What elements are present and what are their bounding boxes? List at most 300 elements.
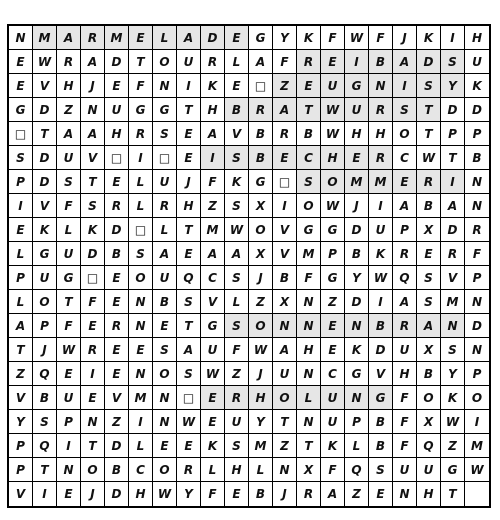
grid-cell[interactable]: P (465, 266, 489, 290)
grid-cell[interactable]: K (345, 338, 369, 362)
grid-cell[interactable]: Z (273, 74, 297, 98)
grid-cell[interactable]: J (81, 74, 105, 98)
grid-cell[interactable]: E (177, 242, 201, 266)
grid-cell[interactable]: E (225, 26, 249, 50)
grid-cell[interactable]: A (201, 122, 225, 146)
grid-cell[interactable]: I (273, 194, 297, 218)
grid-cell[interactable]: O (153, 362, 177, 386)
grid-cell[interactable]: W (153, 482, 177, 506)
grid-cell[interactable]: E (321, 338, 345, 362)
grid-cell[interactable]: G (33, 242, 57, 266)
grid-cell[interactable]: D (105, 434, 129, 458)
grid-cell[interactable]: C (297, 146, 321, 170)
grid-cell[interactable]: S (225, 434, 249, 458)
grid-cell[interactable]: D (33, 146, 57, 170)
grid-cell[interactable]: V (441, 266, 465, 290)
grid-cell[interactable]: L (153, 26, 177, 50)
grid-cell[interactable]: J (273, 482, 297, 506)
grid-cell[interactable]: R (105, 194, 129, 218)
grid-cell[interactable]: A (393, 194, 417, 218)
grid-cell[interactable]: V (81, 146, 105, 170)
grid-cell[interactable]: L (153, 218, 177, 242)
grid-cell[interactable] (465, 482, 489, 506)
grid-cell[interactable]: U (393, 338, 417, 362)
grid-cell[interactable]: V (369, 362, 393, 386)
grid-cell[interactable]: G (369, 386, 393, 410)
grid-cell[interactable]: U (393, 458, 417, 482)
grid-cell[interactable]: A (393, 290, 417, 314)
grid-cell[interactable]: F (393, 434, 417, 458)
grid-cell[interactable]: Z (57, 98, 81, 122)
grid-cell[interactable]: W (465, 458, 489, 482)
grid-cell[interactable]: A (81, 50, 105, 74)
grid-cell[interactable]: N (153, 386, 177, 410)
grid-cell[interactable]: E (105, 338, 129, 362)
grid-cell[interactable]: B (417, 194, 441, 218)
grid-cell[interactable]: U (105, 98, 129, 122)
grid-cell[interactable]: V (273, 218, 297, 242)
grid-cell[interactable]: F (57, 314, 81, 338)
grid-cell[interactable]: R (297, 50, 321, 74)
grid-cell[interactable]: I (465, 410, 489, 434)
grid-cell[interactable]: W (321, 122, 345, 146)
grid-cell[interactable]: U (345, 98, 369, 122)
grid-cell[interactable]: N (81, 98, 105, 122)
grid-cell[interactable]: F (321, 458, 345, 482)
grid-cell[interactable]: N (297, 362, 321, 386)
grid-cell[interactable]: Z (441, 434, 465, 458)
grid-cell[interactable]: S (297, 170, 321, 194)
grid-cell[interactable]: E (105, 266, 129, 290)
grid-cell[interactable]: S (153, 122, 177, 146)
grid-cell[interactable]: W (249, 338, 273, 362)
grid-cell[interactable]: J (345, 194, 369, 218)
grid-cell[interactable]: B (369, 314, 393, 338)
grid-cell[interactable]: J (249, 266, 273, 290)
grid-cell[interactable]: N (9, 26, 33, 50)
grid-cell[interactable]: K (441, 386, 465, 410)
grid-cell[interactable]: D (345, 218, 369, 242)
grid-cell[interactable]: E (177, 146, 201, 170)
grid-cell[interactable]: P (441, 122, 465, 146)
grid-cell[interactable]: T (177, 314, 201, 338)
grid-cell[interactable]: H (129, 482, 153, 506)
grid-cell[interactable]: V (225, 122, 249, 146)
grid-cell[interactable]: A (225, 242, 249, 266)
grid-cell[interactable]: K (297, 26, 321, 50)
grid-cell[interactable]: Z (201, 194, 225, 218)
grid-cell[interactable]: A (177, 338, 201, 362)
grid-cell[interactable]: A (57, 26, 81, 50)
grid-cell[interactable]: C (393, 146, 417, 170)
grid-cell[interactable]: N (369, 74, 393, 98)
grid-cell[interactable]: E (9, 74, 33, 98)
grid-cell[interactable]: G (153, 98, 177, 122)
grid-cell[interactable]: K (201, 74, 225, 98)
grid-cell[interactable]: E (345, 146, 369, 170)
grid-cell[interactable]: U (201, 338, 225, 362)
grid-cell[interactable]: M (441, 290, 465, 314)
grid-cell[interactable]: S (225, 266, 249, 290)
grid-cell[interactable]: N (297, 290, 321, 314)
grid-cell[interactable]: G (321, 218, 345, 242)
grid-cell[interactable]: P (465, 362, 489, 386)
grid-cell[interactable]: H (417, 482, 441, 506)
grid-cell[interactable]: N (129, 314, 153, 338)
grid-cell[interactable]: Z (249, 290, 273, 314)
grid-cell[interactable]: V (273, 242, 297, 266)
grid-cell[interactable]: P (393, 218, 417, 242)
grid-cell[interactable]: I (81, 362, 105, 386)
grid-cell[interactable]: G (249, 26, 273, 50)
grid-cell[interactable]: A (273, 338, 297, 362)
grid-cell[interactable]: K (465, 74, 489, 98)
grid-cell[interactable]: O (297, 194, 321, 218)
grid-cell[interactable]: A (321, 482, 345, 506)
grid-cell[interactable]: F (225, 338, 249, 362)
grid-cell[interactable]: D (441, 98, 465, 122)
grid-cell[interactable]: P (9, 266, 33, 290)
grid-cell[interactable]: Z (273, 434, 297, 458)
grid-cell[interactable]: A (273, 98, 297, 122)
grid-cell[interactable]: B (465, 146, 489, 170)
grid-cell[interactable]: S (225, 146, 249, 170)
grid-cell[interactable]: I (393, 74, 417, 98)
grid-cell[interactable]: E (225, 482, 249, 506)
grid-cell[interactable]: E (105, 290, 129, 314)
grid-cell[interactable]: S (9, 146, 33, 170)
grid-cell[interactable]: C (201, 266, 225, 290)
grid-cell[interactable]: P (9, 458, 33, 482)
grid-cell[interactable]: F (465, 242, 489, 266)
grid-cell[interactable]: T (9, 338, 33, 362)
grid-cell[interactable]: H (201, 98, 225, 122)
grid-cell[interactable]: I (57, 434, 81, 458)
grid-cell[interactable]: J (33, 338, 57, 362)
grid-cell[interactable]: M (297, 242, 321, 266)
grid-cell[interactable]: S (81, 194, 105, 218)
grid-cell[interactable]: Y (441, 74, 465, 98)
grid-cell[interactable]: B (249, 122, 273, 146)
grid-cell[interactable]: P (9, 170, 33, 194)
grid-cell[interactable]: J (177, 170, 201, 194)
grid-cell[interactable]: N (465, 194, 489, 218)
grid-cell[interactable]: N (345, 314, 369, 338)
grid-cell[interactable]: Y (441, 362, 465, 386)
grid-cell[interactable]: I (369, 194, 393, 218)
grid-cell[interactable]: T (129, 50, 153, 74)
grid-cell[interactable]: E (81, 386, 105, 410)
grid-cell[interactable]: T (33, 458, 57, 482)
grid-cell[interactable]: D (465, 314, 489, 338)
grid-cell[interactable]: B (225, 98, 249, 122)
grid-cell[interactable]: H (105, 122, 129, 146)
grid-cell[interactable]: N (153, 410, 177, 434)
grid-cell[interactable]: Q (345, 458, 369, 482)
grid-cell[interactable]: U (33, 266, 57, 290)
grid-cell[interactable]: E (105, 74, 129, 98)
grid-cell[interactable]: O (321, 170, 345, 194)
grid-cell[interactable]: K (321, 434, 345, 458)
grid-cell[interactable]: I (33, 482, 57, 506)
grid-cell[interactable]: S (177, 290, 201, 314)
grid-cell[interactable]: R (81, 338, 105, 362)
grid-cell[interactable]: U (57, 146, 81, 170)
grid-cell[interactable]: W (369, 266, 393, 290)
grid-cell[interactable]: F (57, 194, 81, 218)
grid-cell[interactable]: A (9, 314, 33, 338)
grid-cell[interactable]: I (129, 146, 153, 170)
grid-cell[interactable]: □ (81, 266, 105, 290)
grid-cell[interactable]: L (9, 242, 33, 266)
grid-cell[interactable]: W (321, 98, 345, 122)
grid-cell[interactable]: A (441, 194, 465, 218)
grid-cell[interactable]: E (177, 434, 201, 458)
grid-cell[interactable]: E (9, 50, 33, 74)
grid-cell[interactable]: O (153, 458, 177, 482)
grid-cell[interactable]: N (129, 290, 153, 314)
grid-cell[interactable]: G (201, 314, 225, 338)
grid-cell[interactable]: E (369, 482, 393, 506)
grid-cell[interactable]: O (81, 458, 105, 482)
grid-cell[interactable]: L (297, 386, 321, 410)
grid-cell[interactable]: T (273, 410, 297, 434)
grid-cell[interactable]: V (105, 386, 129, 410)
grid-cell[interactable]: D (105, 50, 129, 74)
grid-cell[interactable]: E (129, 338, 153, 362)
grid-cell[interactable]: D (81, 242, 105, 266)
grid-cell[interactable]: U (369, 218, 393, 242)
grid-cell[interactable]: W (177, 410, 201, 434)
grid-cell[interactable]: Y (345, 266, 369, 290)
grid-cell[interactable]: U (465, 50, 489, 74)
grid-cell[interactable]: B (153, 290, 177, 314)
grid-cell[interactable]: T (417, 98, 441, 122)
grid-cell[interactable]: B (33, 386, 57, 410)
grid-cell[interactable]: J (81, 482, 105, 506)
grid-cell[interactable]: □ (105, 146, 129, 170)
grid-cell[interactable]: F (393, 386, 417, 410)
grid-cell[interactable]: F (369, 26, 393, 50)
grid-cell[interactable]: G (57, 266, 81, 290)
grid-cell[interactable]: J (393, 26, 417, 50)
grid-cell[interactable]: B (297, 122, 321, 146)
grid-cell[interactable]: M (129, 386, 153, 410)
grid-cell[interactable]: Z (321, 290, 345, 314)
grid-cell[interactable]: N (345, 386, 369, 410)
grid-cell[interactable]: Z (345, 482, 369, 506)
grid-cell[interactable]: U (57, 242, 81, 266)
grid-cell[interactable]: T (417, 122, 441, 146)
grid-cell[interactable]: E (57, 482, 81, 506)
grid-cell[interactable]: P (57, 410, 81, 434)
grid-cell[interactable]: P (321, 242, 345, 266)
grid-cell[interactable]: B (105, 458, 129, 482)
grid-cell[interactable]: W (321, 194, 345, 218)
grid-cell[interactable]: A (249, 50, 273, 74)
grid-cell[interactable]: H (225, 458, 249, 482)
grid-cell[interactable]: Y (273, 26, 297, 50)
grid-cell[interactable]: I (345, 50, 369, 74)
grid-cell[interactable]: V (33, 74, 57, 98)
grid-cell[interactable]: B (249, 146, 273, 170)
grid-cell[interactable]: U (321, 410, 345, 434)
grid-cell[interactable]: F (321, 26, 345, 50)
grid-cell[interactable]: L (129, 434, 153, 458)
grid-cell[interactable]: T (441, 146, 465, 170)
grid-cell[interactable]: S (417, 290, 441, 314)
grid-cell[interactable]: S (417, 266, 441, 290)
grid-cell[interactable]: T (177, 98, 201, 122)
grid-cell[interactable]: B (273, 266, 297, 290)
grid-cell[interactable]: B (369, 434, 393, 458)
grid-cell[interactable]: K (417, 26, 441, 50)
grid-cell[interactable]: L (129, 170, 153, 194)
grid-cell[interactable]: Z (9, 362, 33, 386)
grid-cell[interactable]: F (393, 410, 417, 434)
grid-cell[interactable]: X (297, 458, 321, 482)
grid-cell[interactable]: G (345, 74, 369, 98)
grid-cell[interactable]: R (273, 122, 297, 146)
grid-cell[interactable]: F (201, 482, 225, 506)
grid-cell[interactable]: A (417, 314, 441, 338)
grid-cell[interactable]: N (81, 410, 105, 434)
grid-cell[interactable]: Q (177, 266, 201, 290)
grid-cell[interactable]: M (249, 434, 273, 458)
grid-cell[interactable]: S (417, 74, 441, 98)
grid-cell[interactable]: O (417, 386, 441, 410)
grid-cell[interactable]: U (177, 50, 201, 74)
grid-cell[interactable]: M (369, 170, 393, 194)
grid-cell[interactable]: E (321, 314, 345, 338)
grid-cell[interactable]: M (345, 170, 369, 194)
grid-cell[interactable]: D (33, 170, 57, 194)
grid-cell[interactable]: U (417, 458, 441, 482)
grid-cell[interactable]: I (441, 26, 465, 50)
grid-cell[interactable]: H (177, 194, 201, 218)
grid-cell[interactable]: T (441, 482, 465, 506)
grid-cell[interactable]: T (297, 434, 321, 458)
grid-cell[interactable]: X (417, 410, 441, 434)
grid-cell[interactable]: S (177, 362, 201, 386)
grid-cell[interactable]: □ (249, 74, 273, 98)
grid-cell[interactable]: B (369, 50, 393, 74)
grid-cell[interactable]: R (177, 458, 201, 482)
grid-cell[interactable]: D (345, 290, 369, 314)
grid-cell[interactable]: H (249, 386, 273, 410)
grid-cell[interactable]: N (297, 410, 321, 434)
grid-cell[interactable]: W (345, 26, 369, 50)
grid-cell[interactable]: I (129, 410, 153, 434)
grid-cell[interactable]: O (33, 290, 57, 314)
grid-cell[interactable]: S (153, 338, 177, 362)
grid-cell[interactable]: J (249, 362, 273, 386)
grid-cell[interactable]: D (465, 98, 489, 122)
grid-cell[interactable]: X (417, 338, 441, 362)
grid-cell[interactable]: H (297, 338, 321, 362)
grid-cell[interactable]: O (465, 386, 489, 410)
grid-cell[interactable]: Q (393, 266, 417, 290)
grid-cell[interactable]: A (81, 122, 105, 146)
grid-cell[interactable]: T (57, 290, 81, 314)
grid-cell[interactable]: R (81, 26, 105, 50)
grid-cell[interactable]: A (393, 50, 417, 74)
grid-cell[interactable]: D (417, 50, 441, 74)
grid-cell[interactable]: U (321, 74, 345, 98)
grid-cell[interactable]: N (273, 458, 297, 482)
grid-cell[interactable]: L (129, 194, 153, 218)
grid-cell[interactable]: O (249, 218, 273, 242)
grid-cell[interactable]: S (225, 314, 249, 338)
grid-cell[interactable]: T (33, 122, 57, 146)
grid-cell[interactable]: I (441, 170, 465, 194)
grid-cell[interactable]: U (153, 170, 177, 194)
grid-cell[interactable]: K (81, 218, 105, 242)
grid-cell[interactable]: M (201, 218, 225, 242)
grid-cell[interactable]: L (225, 50, 249, 74)
grid-cell[interactable]: B (369, 410, 393, 434)
grid-cell[interactable]: P (345, 410, 369, 434)
grid-cell[interactable]: G (345, 362, 369, 386)
grid-cell[interactable]: U (321, 386, 345, 410)
grid-cell[interactable]: I (369, 290, 393, 314)
grid-cell[interactable]: C (321, 362, 345, 386)
grid-cell[interactable]: L (201, 458, 225, 482)
grid-cell[interactable]: W (225, 218, 249, 242)
grid-cell[interactable]: G (249, 170, 273, 194)
grid-cell[interactable]: E (201, 386, 225, 410)
grid-cell[interactable]: H (465, 26, 489, 50)
grid-cell[interactable]: E (177, 122, 201, 146)
grid-cell[interactable]: O (129, 266, 153, 290)
grid-cell[interactable]: K (369, 242, 393, 266)
grid-cell[interactable]: R (369, 146, 393, 170)
grid-cell[interactable]: S (57, 170, 81, 194)
grid-cell[interactable]: O (393, 122, 417, 146)
grid-cell[interactable]: W (201, 362, 225, 386)
grid-cell[interactable]: N (153, 74, 177, 98)
grid-cell[interactable]: T (297, 98, 321, 122)
grid-cell[interactable]: Z (105, 410, 129, 434)
grid-cell[interactable]: N (129, 362, 153, 386)
grid-cell[interactable]: R (297, 482, 321, 506)
grid-cell[interactable]: A (177, 26, 201, 50)
grid-cell[interactable]: E (297, 74, 321, 98)
grid-cell[interactable]: K (225, 170, 249, 194)
grid-cell[interactable]: U (57, 386, 81, 410)
grid-cell[interactable]: F (81, 290, 105, 314)
grid-cell[interactable]: Z (225, 362, 249, 386)
grid-cell[interactable]: O (273, 386, 297, 410)
grid-cell[interactable]: Q (417, 434, 441, 458)
grid-cell[interactable]: S (129, 242, 153, 266)
grid-cell[interactable]: R (201, 50, 225, 74)
grid-cell[interactable]: I (9, 194, 33, 218)
grid-cell[interactable]: R (441, 242, 465, 266)
grid-cell[interactable]: Q (33, 362, 57, 386)
grid-cell[interactable]: E (81, 314, 105, 338)
grid-cell[interactable]: D (441, 218, 465, 242)
grid-cell[interactable]: H (393, 362, 417, 386)
grid-cell[interactable]: S (441, 50, 465, 74)
grid-cell[interactable]: R (369, 98, 393, 122)
grid-cell[interactable]: M (33, 26, 57, 50)
grid-cell[interactable]: N (465, 290, 489, 314)
grid-cell[interactable]: B (105, 242, 129, 266)
grid-cell[interactable]: D (369, 338, 393, 362)
grid-cell[interactable]: Y (9, 410, 33, 434)
grid-cell[interactable]: D (105, 218, 129, 242)
